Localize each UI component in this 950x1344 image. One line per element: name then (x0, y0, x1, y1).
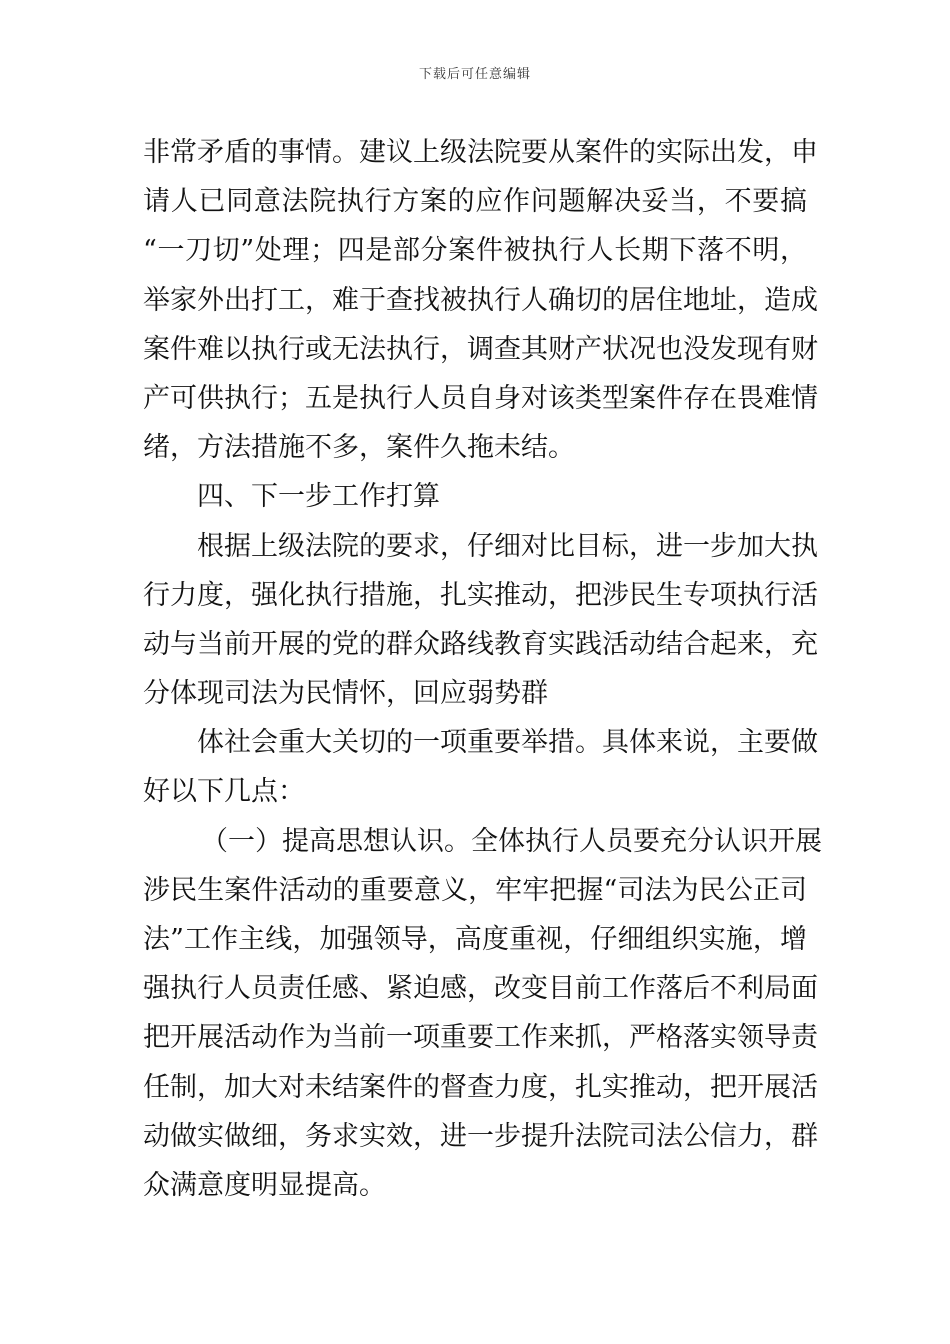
text-line: 体社会重大关切的一项重要举措。具体来说，主要做 (197, 727, 818, 759)
text-line: （一）提高思想认识。全体执行人员要充分认识开展 (201, 825, 822, 857)
text-line: 众满意度明显提高。 (143, 1169, 386, 1201)
text-line: 举家外出打工，难于查找被执行人确切的居住地址，造成 (143, 284, 818, 316)
text-line: 绪，方法措施不多，案件久拖未结。 (143, 432, 575, 464)
text-line: 案件难以执行或无法执行，调查其财产状况也没发现有财 (143, 333, 818, 365)
text-line: 请人已同意法院执行方案的应作问题解决妥当，不要搞 (143, 186, 807, 218)
text-line: 动做实做细，务求实效，进一步提升法院司法公信力，群 (143, 1120, 818, 1152)
text-line: 根据上级法院的要求，仔细对比目标，进一步加大执 (197, 530, 818, 562)
text-line: “一刀切”处理；四是部分案件被执行人长期下落不明， (143, 235, 807, 267)
text-line: 动与当前开展的党的群众路线教育实践活动结合起来，充 (143, 628, 818, 660)
document-body (143, 128, 822, 1210)
text-line: 涉民生案件活动的重要意义，牢牢把握“司法为民公正司 (143, 874, 807, 906)
page-header: 下载后可任意编辑 (418, 67, 531, 82)
text-line: 分体现司法为民情怀，回应弱势群 (143, 678, 548, 710)
text-line: 任制，加大对未结案件的督查力度，扎实推动，把开展活 (143, 1071, 818, 1103)
text-line: 把开展活动作为当前一项重要工作来抓，严格落实领导责 (143, 1022, 818, 1054)
text-line: 强执行人员责任感、紧迫感，改变目前工作落后不利局面 (143, 973, 818, 1005)
text-line: 非常矛盾的事情。建议上级法院要从案件的实际出发，申 (143, 137, 818, 168)
section-heading: 四、下一步工作打算 (197, 481, 440, 513)
text-line: 产可供执行；五是执行人员自身对该类型案件存在畏难情 (143, 382, 818, 414)
text-line: 好以下几点： (143, 776, 305, 808)
text-line: 行力度，强化执行措施，扎实推动，把涉民生专项执行活 (143, 579, 818, 611)
text-line: 法”工作主线，加强领导，高度重视，仔细组织实施，增 (143, 924, 807, 955)
